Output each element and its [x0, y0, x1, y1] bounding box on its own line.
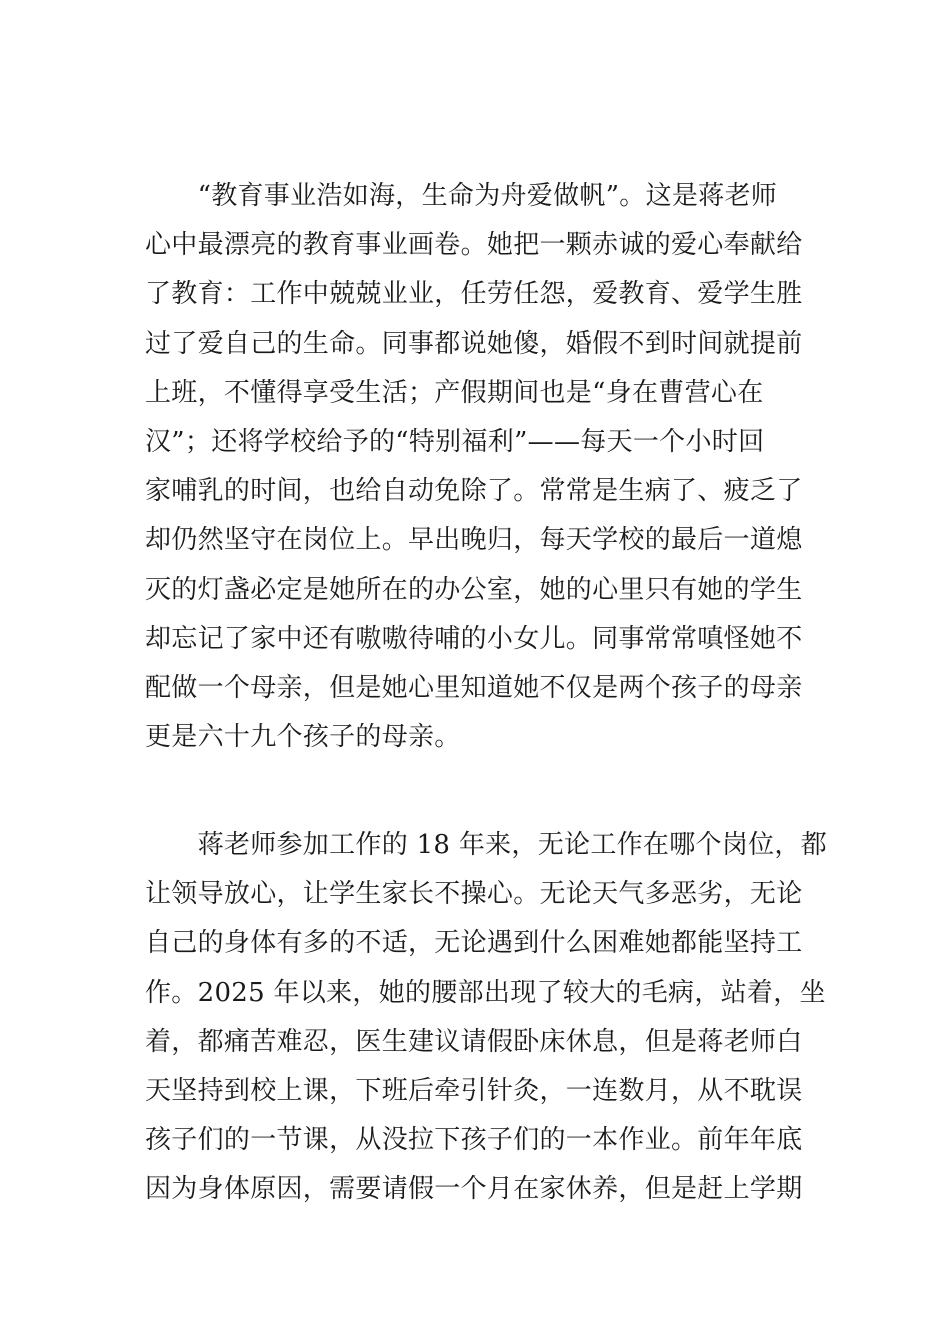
- text-line: 汉”；还将学校给予的“特别福利”——每天一个小时回: [145, 426, 765, 457]
- text-line: 却忘记了家中还有嗷嗷待哺的小女儿。同事常常嗔怪她不: [145, 623, 803, 654]
- text-line: 自己的身体有多的不适，无论遇到什么困难她都能坚持工: [145, 928, 803, 959]
- text-line: 灭的灯盏必定是她所在的办公室，她的心里只有她的学生: [145, 574, 803, 605]
- text-line: 让领导放心，让学生家长不操心。无论天气多恶劣，无论: [145, 879, 803, 910]
- paragraph: [145, 172, 815, 762]
- text-line: 孩子们的一节课，从没拉下孩子们的一本作业。前年年底: [145, 1125, 803, 1156]
- paragraph: [145, 821, 828, 1215]
- text-line: 配做一个母亲，但是她心里知道她不仅是两个孩子的母亲: [145, 672, 803, 703]
- text-line: 家哺乳的时间，也给自动免除了。常常是生病了、疲乏了: [145, 476, 803, 507]
- text-line: 却仍然坚守在岗位上。早出晚归，每天学校的最后一道熄: [145, 525, 803, 556]
- text-line: 过了爱自己的生命。同事都说她傻，婚假不到时间就提前: [145, 328, 803, 359]
- text-line: 天坚持到校上课，下班后牵引针灸，一连数月，从不耽误: [145, 1075, 803, 1106]
- text-line: 上班，不懂得享受生活；产假期间也是“身在曹营心在: [145, 377, 764, 408]
- text-line: 更是六十九个孩子的母亲。: [145, 722, 461, 753]
- text-line: 作。2025 年以来，她的腰部出现了较大的毛病，站着，坐: [145, 977, 826, 1008]
- text-line: 蒋老师参加工作的 18 年来，无论工作在哪个岗位，都: [145, 830, 828, 860]
- text-line: 了教育：工作中兢兢业业，任劳任怨，爱教育、爱学生胜: [145, 279, 803, 310]
- text-line: 因为身体原因，需要请假一个月在家休养，但是赶上学期: [145, 1174, 803, 1205]
- text-line: “教育事业浩如海，生命为舟爱做帆”。这是蒋老师: [145, 181, 778, 211]
- text-line: 着，都痛苦难忍，医生建议请假卧床休息，但是蒋老师白: [145, 1026, 803, 1057]
- text-line: 心中最漂亮的教育事业画卷。她把一颗赤诚的爱心奉献给: [145, 230, 803, 261]
